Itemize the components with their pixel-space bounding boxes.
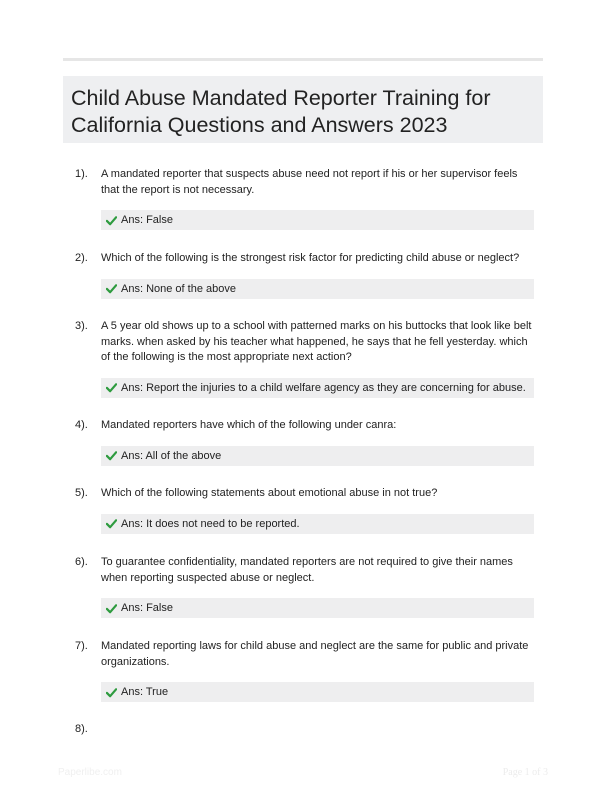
answer-box [101, 279, 534, 299]
answer-text: Ans: None of the above [121, 282, 236, 295]
question-text: Which of the following is the strongest risk factor for predicting child abuse or neglect? [101, 252, 520, 264]
question-text: To guarantee confidentiality, mandated reporters are not required to give their names when reporting suspected abuse or neglect. [101, 556, 513, 584]
check-icon [106, 603, 117, 614]
title-block [63, 76, 543, 143]
question-number: 5). [75, 487, 88, 499]
check-icon [106, 518, 117, 529]
question-number: 7). [75, 640, 88, 652]
answer-box [101, 682, 534, 702]
answer-text: Ans: True [121, 686, 169, 698]
question-number: 2). [75, 252, 88, 264]
question-text: Mandated reporters have which of the following under canra: [101, 419, 397, 431]
check-icon [106, 215, 117, 226]
answer-box [101, 514, 534, 534]
answer-box [101, 598, 534, 618]
question-text [101, 722, 543, 738]
question-item [75, 555, 543, 618]
question-number: 3). [75, 320, 88, 332]
answer-text: Ans: False [121, 214, 173, 226]
answer-text: Ans: All of the above [121, 449, 222, 462]
question-number: 4). [75, 419, 88, 431]
question-item [75, 167, 543, 230]
question-number: 1). [75, 168, 88, 180]
page-title: Child Abuse Mandated Reporter Training for California Questions and Answers 2023 [71, 86, 491, 137]
question-item [75, 639, 543, 702]
question-text: Which of the following statements about emotional abuse in not true? [101, 487, 438, 499]
question-number: 6). [75, 556, 88, 568]
check-icon [106, 450, 117, 461]
answer-text: Ans: Report the injuries to a child welfare agency as they are concerning for abuse. [121, 381, 526, 394]
question-text: Mandated reporting laws for child abuse and neglect are the same for public and private organizations. [101, 640, 529, 668]
answer-text: Ans: False [121, 602, 173, 614]
answer-text: Ans: It does not need to be reported. [121, 517, 300, 530]
question-item [75, 251, 543, 299]
page-indicator: Page 1 of 3 [502, 767, 548, 778]
question-text: A mandated reporter that suspects abuse need not report if his or her supervisor feels that the report is not necessary. [101, 168, 518, 196]
answer-box [101, 210, 534, 230]
question-item [75, 722, 543, 738]
check-icon [106, 382, 117, 393]
question-item [75, 319, 543, 398]
question-text: A 5 year old shows up to a school with patterned marks on his buttocks that look like belt marks. when asked by his teacher what happened, he says that he fell yesterday. which of the following is the most appropriate next action? [101, 320, 532, 363]
answer-box [101, 378, 534, 398]
question-item [75, 418, 543, 466]
top-divider [63, 58, 543, 61]
check-icon [106, 687, 117, 698]
question-number: 8). [75, 723, 88, 735]
check-icon [106, 283, 117, 294]
footer-watermark: Paperlibe.com [58, 767, 122, 778]
answer-box [101, 446, 534, 466]
question-item [75, 486, 543, 534]
